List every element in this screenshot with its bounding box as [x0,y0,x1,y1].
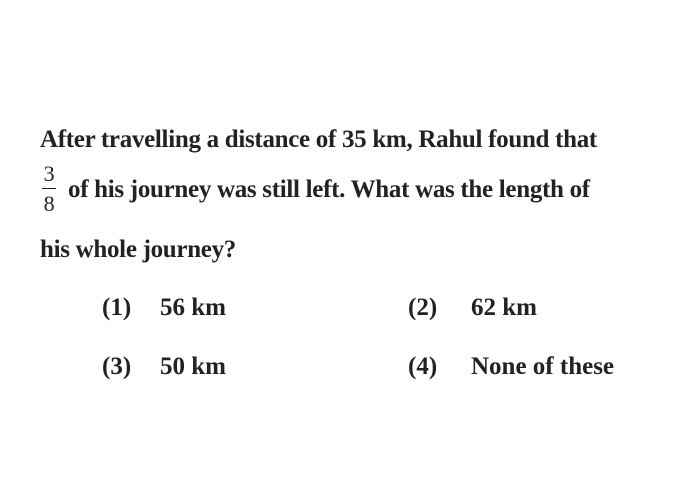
fraction-numerator: 3 [43,161,55,186]
option-number: (1) [102,294,132,321]
question-line-2 [40,162,590,216]
option-2[interactable] [408,293,537,323]
option-text: 62 km [471,294,537,321]
option-number: (3) [102,353,132,380]
question-line-3: his whole journey? [40,236,237,263]
option-1[interactable] [102,293,226,323]
option-text: None of these [471,353,615,380]
option-4[interactable] [408,352,614,382]
option-number: (2) [408,294,438,321]
question-line-2-text: of his journey was still left. What was the length of [68,176,590,203]
question-line-1: After travelling a distance of 35 km, Rahul found that [40,126,597,153]
option-3[interactable] [102,352,226,382]
option-text: 50 km [160,353,226,380]
option-text: 56 km [160,294,226,321]
fraction-denominator: 8 [43,191,55,216]
option-number: (4) [408,353,438,380]
fraction-bar [42,188,56,189]
fraction [42,162,56,216]
